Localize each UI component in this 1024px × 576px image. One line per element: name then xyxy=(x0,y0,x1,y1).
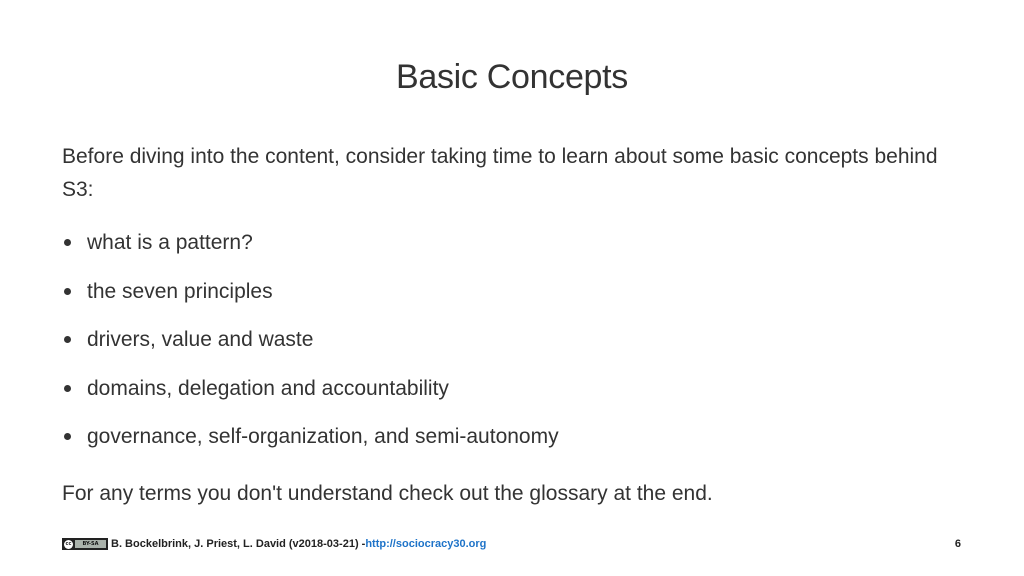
list-item-text: what is a pattern? xyxy=(87,231,253,254)
page-number: 6 xyxy=(954,538,961,550)
closing-paragraph: For any terms you don't understand check out the glossary at the end. xyxy=(62,482,713,505)
website-link[interactable]: http://sociocracy30.org xyxy=(365,538,487,550)
list-item xyxy=(62,275,559,324)
list-item-text: domains, delegation and accountability xyxy=(87,376,449,400)
concept-list xyxy=(62,226,559,469)
footer-credits: B. Bockelbrink, J. Priest, L. David (v2018-03-21) - xyxy=(111,538,366,550)
bullet-icon xyxy=(64,385,71,392)
cc-by-sa-icon[interactable] xyxy=(62,538,108,550)
intro-paragraph: Before diving into the content, consider taking time to learn about some basic concepts behind S3: xyxy=(62,145,938,201)
bullet-icon xyxy=(64,433,71,440)
bullet-icon xyxy=(64,336,71,343)
slide-title: Basic Concepts xyxy=(395,58,629,96)
list-item xyxy=(62,372,559,421)
footer xyxy=(62,536,486,552)
list-item-text: drivers, value and waste xyxy=(87,328,314,351)
bullet-icon xyxy=(64,288,71,295)
list-item-text: the seven principles xyxy=(87,279,273,303)
list-item xyxy=(62,420,559,469)
license-label: BY-SA xyxy=(75,540,106,548)
list-item-text: governance, self-organization, and semi-autonomy xyxy=(87,425,559,448)
list-item xyxy=(62,323,559,372)
list-item xyxy=(62,226,559,275)
bullet-icon xyxy=(64,239,71,246)
cc-circle-icon: cc xyxy=(65,540,72,547)
